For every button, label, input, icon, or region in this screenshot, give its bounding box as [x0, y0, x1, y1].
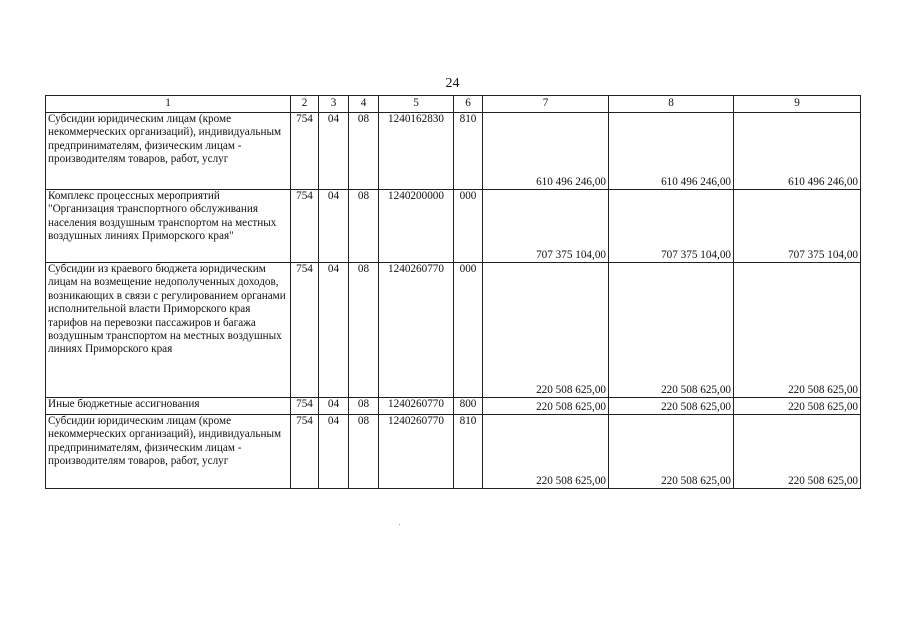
- amount-col9: 707 375 104,00: [734, 190, 861, 263]
- subsection-code: 08: [349, 415, 379, 489]
- table-row: [46, 263, 861, 398]
- amount-col7: 220 508 625,00: [483, 415, 609, 489]
- section-code: 04: [319, 415, 349, 489]
- row-name: Субсидии юридическим лицам (кроме некоммерческих организаций), индивидуальным предпринимателям, физическим лицам - производителям товаров, работ, услуг: [46, 415, 291, 489]
- ministry-code: 754: [291, 415, 319, 489]
- amount-col8: 220 508 625,00: [609, 263, 734, 398]
- expense-type-code: 800: [454, 398, 483, 415]
- expense-type-code: 000: [454, 263, 483, 398]
- subsection-code: 08: [349, 263, 379, 398]
- section-code: 04: [319, 190, 349, 263]
- subsection-code: 08: [349, 398, 379, 415]
- amount-col9: 610 496 246,00: [734, 113, 861, 190]
- header-row: [46, 96, 861, 113]
- table-row: [46, 113, 861, 190]
- row-name: Субсидии из краевого бюджета юридическим лицам на возмещение недополученных доходов, возникающих в связи с регулированием органами исполнительной власти Приморского края тарифов на перевозки пассажиров и багажа воздушным транспортом на местных воздушных линиях Приморского края: [46, 263, 291, 398]
- ministry-code: 754: [291, 113, 319, 190]
- ministry-code: 754: [291, 190, 319, 263]
- target-article-code: 1240260770: [379, 398, 454, 415]
- row-name: Субсидии юридическим лицам (кроме некоммерческих организаций), индивидуальным предпринимателям, физическим лицам - производителям товаров, работ, услуг: [46, 113, 291, 190]
- ministry-code: 754: [291, 263, 319, 398]
- column-header: 6: [454, 96, 483, 113]
- amount-col8: 220 508 625,00: [609, 398, 734, 415]
- scan-speck: [399, 524, 400, 525]
- column-header: 4: [349, 96, 379, 113]
- expense-type-code: 810: [454, 113, 483, 190]
- ministry-code: 754: [291, 398, 319, 415]
- amount-col9: 220 508 625,00: [734, 263, 861, 398]
- amount-col9: 220 508 625,00: [734, 415, 861, 489]
- table-row: [46, 415, 861, 489]
- section-code: 04: [319, 263, 349, 398]
- target-article-code: 1240162830: [379, 113, 454, 190]
- page-number: 24: [445, 76, 460, 91]
- target-article-code: 1240260770: [379, 415, 454, 489]
- amount-col7: 220 508 625,00: [483, 263, 609, 398]
- section-code: 04: [319, 398, 349, 415]
- amount-col9: 220 508 625,00: [734, 398, 861, 415]
- amount-col8: 220 508 625,00: [609, 415, 734, 489]
- amount-col8: 707 375 104,00: [609, 190, 734, 263]
- column-header: 7: [483, 96, 609, 113]
- target-article-code: 1240200000: [379, 190, 454, 263]
- table-row: [46, 398, 861, 415]
- subsection-code: 08: [349, 190, 379, 263]
- column-header: 5: [379, 96, 454, 113]
- column-header: 8: [609, 96, 734, 113]
- row-name: Иные бюджетные ассигнования: [46, 398, 291, 415]
- row-name: Комплекс процессных мероприятий "Организация транспортного обслуживания населения воздушным транспортом на местных воздушных линиях Приморского края": [46, 190, 291, 263]
- column-header: 2: [291, 96, 319, 113]
- expense-type-code: 000: [454, 190, 483, 263]
- amount-col7: 610 496 246,00: [483, 113, 609, 190]
- column-header: 1: [46, 96, 291, 113]
- column-header: 9: [734, 96, 861, 113]
- budget-table: [45, 95, 861, 489]
- subsection-code: 08: [349, 113, 379, 190]
- amount-col7: 220 508 625,00: [483, 398, 609, 415]
- amount-col8: 610 496 246,00: [609, 113, 734, 190]
- target-article-code: 1240260770: [379, 263, 454, 398]
- column-header: 3: [319, 96, 349, 113]
- amount-col7: 707 375 104,00: [483, 190, 609, 263]
- section-code: 04: [319, 113, 349, 190]
- expense-type-code: 810: [454, 415, 483, 489]
- table-row: [46, 190, 861, 263]
